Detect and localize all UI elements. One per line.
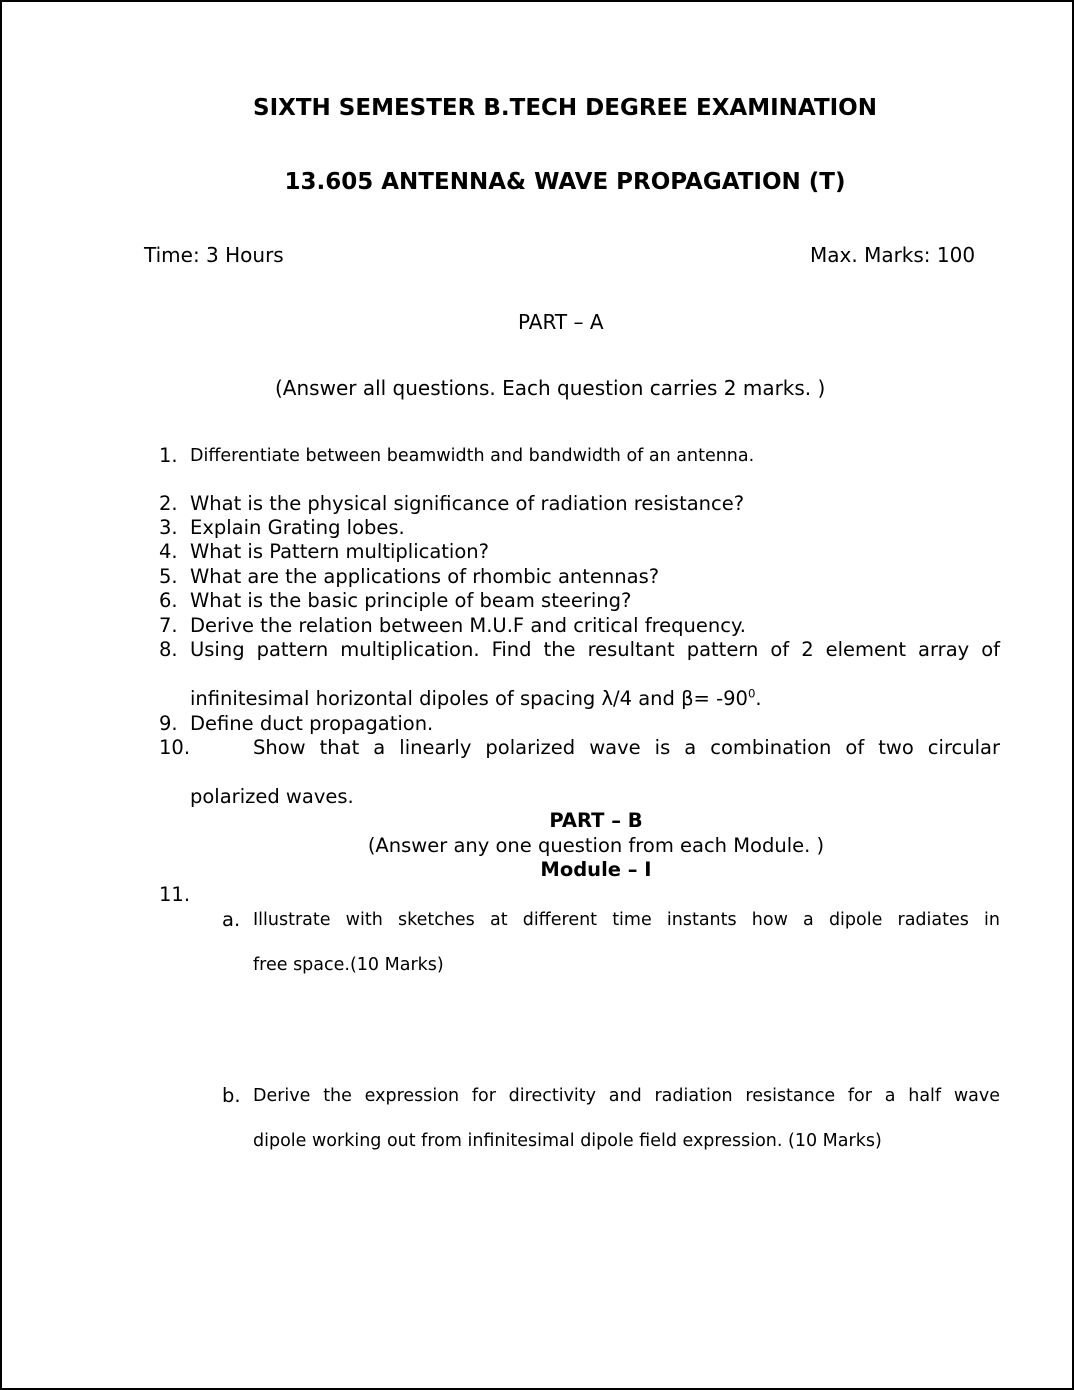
part-a-instruction: (Answer all questions. Each question carries 2 marks. ) [275, 376, 826, 400]
question-number: 5. [159, 565, 178, 588]
question-number: 9. [159, 712, 178, 735]
max-marks-label: Max. Marks: 100 [810, 243, 976, 267]
question-number: 2. [159, 492, 178, 515]
question-text: Differentiate between beamwidth and bandwidth of an antenna. [190, 446, 755, 466]
question-text-continued: polarized waves. [190, 785, 354, 808]
question-text: Define duct propagation. [190, 712, 434, 735]
subquestion-text-continued: free space.(10 Marks) [253, 955, 444, 975]
question-number: 11. [159, 883, 191, 906]
question-text: What is Pattern multiplication? [190, 540, 489, 563]
module-heading: Module – I [540, 858, 652, 881]
question-number: 10. [159, 736, 191, 759]
question-number: 8. [159, 638, 178, 661]
question-number: 4. [159, 540, 178, 563]
question-text: Using pattern multiplication. Find the resultant pattern of 2 element array of [190, 638, 1000, 661]
exam-title: SIXTH SEMESTER B.TECH DEGREE EXAMINATION [253, 95, 877, 121]
question-number: 3. [159, 516, 178, 539]
subquestion-label: b. [222, 1084, 241, 1107]
question-text: What is the basic principle of beam steering? [190, 589, 632, 612]
subquestion-text-continued: dipole working out from infinitesimal dipole field expression. (10 Marks) [253, 1131, 882, 1151]
question-text: Explain Grating lobes. [190, 516, 405, 539]
question-text: Show that a linearly polarized wave is a combination of two circular [253, 736, 1000, 759]
question-text: What are the applications of rhombic antennas? [190, 565, 660, 588]
part-b-instruction: (Answer any one question from each Module. ) [367, 834, 825, 857]
subquestion-label: a. [222, 908, 241, 931]
time-label: Time: 3 Hours [144, 243, 284, 267]
part-b-heading: PART – B [549, 809, 643, 832]
subquestion-text: Derive the expression for directivity and radiation resistance for a half wave [253, 1086, 1000, 1106]
subject-title: 13.605 ANTENNA& WAVE PROPAGATION (T) [284, 169, 846, 195]
question-text-continued: infinitesimal horizontal dipoles of spacing λ/4 and $\beta= -90^0$. [190, 686, 762, 710]
question-text: Derive the relation between M.U.F and critical frequency. [190, 614, 746, 637]
question-text: What is the physical significance of radiation resistance? [190, 492, 745, 515]
question-number: 6. [159, 589, 178, 612]
question-number: 7. [159, 614, 178, 637]
part-a-heading: PART – A [518, 310, 604, 334]
question-number: 1. [159, 444, 178, 467]
subquestion-text: Illustrate with sketches at different time instants how a dipole radiates in [253, 910, 1000, 930]
